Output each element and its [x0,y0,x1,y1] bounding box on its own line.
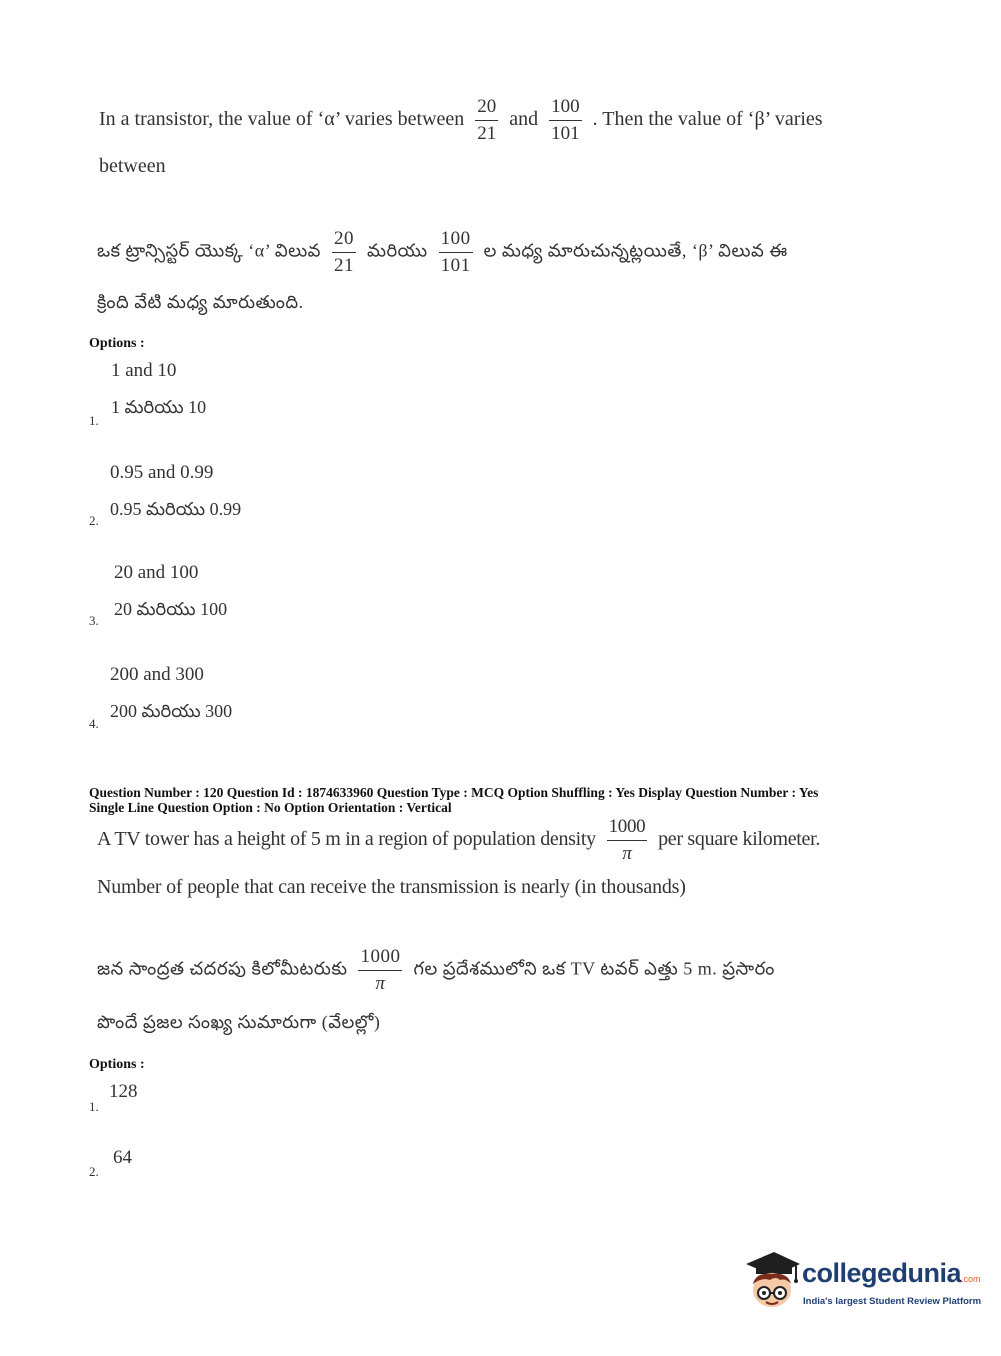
q119-english-line2: between [99,155,166,177]
logo-wordmark: collegedunia [802,1258,962,1288]
q119-option-2-number: 2. [89,513,99,528]
q120-telugu-text-pre: జన సాంద్రత చదరపు కిలోమీటరుకు [97,958,348,979]
q119-option-4-telugu: 200 మరియు 300 [110,701,233,721]
fraction-numerator: 1000 [607,816,648,841]
logo-domain-suffix: .com [961,1274,981,1284]
fraction-1000-pi-telugu [358,946,402,995]
fraction-numerator: 1000 [358,946,402,971]
fraction-numerator: 100 [549,96,582,121]
q119-options-label: Options : [89,336,145,351]
q119-option-2-english: 0.95 and 0.99 [110,462,214,483]
q119-option-2-telugu: 0.95 మరియు 0.99 [110,499,242,519]
q119-option-3-telugu: 20 మరియు 100 [114,599,228,619]
fraction-denominator: 21 [477,122,497,144]
fraction-100-101 [549,96,582,145]
fraction-denominator: 101 [440,254,471,276]
q120-english-line2: Number of people that can receive the transmission is nearly (in thousands) [97,876,686,898]
q120-english-text-post: per square kilometer. [658,827,821,850]
q119-and-word: and [509,107,539,130]
q119-english-text-pre: In a transistor, the value of ‘α’ varies between [99,107,465,130]
fraction-20-21 [475,96,498,145]
q119-telugu-text-pre: ఒక ట్రాన్సిస్టర్ యొక్క ‘α’ విలువ [97,240,321,261]
fraction-1000-pi [607,816,648,865]
q119-telugu-and: మరియు [366,240,428,261]
q120-option-1-number: 1. [89,1099,99,1114]
q120-telugu-text-post: గల ప్రదేశములోని ఒక TV టవర్ ఎత్తు 5 m. ప్రసారం [413,958,775,979]
q120-english-text-pre: A TV tower has a height of 5 m in a region of population density [97,827,596,850]
q120-telugu-line1 [97,946,775,995]
q120-meta-line1: Question Number : 120 Question Id : 1874633960 Question Type : MCQ Option Shuffling : Yes Display Question Number : Yes [89,785,819,800]
fraction-numerator: 20 [475,96,498,121]
fraction-numerator: 100 [439,228,473,253]
q119-telugu-line1 [97,228,788,277]
q119-option-4-english: 200 and 300 [110,664,204,685]
q120-option-2-number: 2. [89,1164,99,1179]
q120-options-label: Options : [89,1057,145,1072]
q119-english-line1 [99,96,823,145]
collegedunia-logo [742,1250,982,1316]
fraction-denominator: π [375,972,386,994]
q120-english-line1 [97,816,820,865]
q119-english-text-post: . Then the value of ‘β’ varies [592,107,823,130]
student-mascot-icon [742,1250,802,1312]
fraction-100-101-telugu [439,228,473,277]
q119-option-3-number: 3. [89,613,99,628]
fraction-20-21-telugu [332,228,356,277]
logo-tagline: India's largest Student Review Platform [803,1296,982,1307]
q119-option-4-number: 4. [89,716,99,731]
q119-option-1-english: 1 and 10 [111,360,177,381]
q120-meta-line2: Single Line Question Option : No Option Orientation : Vertical [89,800,452,815]
q119-option-1-number: 1. [89,413,99,428]
q120-option-1-value: 128 [109,1081,138,1102]
q119-option-1-telugu: 1 మరియు 10 [111,397,207,417]
fraction-denominator: 101 [551,122,580,144]
q119-telugu-line2: క్రింది వేటి మధ్య మారుతుంది. [97,292,304,312]
q120-telugu-line2: పొందే ప్రజల సంఖ్య సుమారుగా (వేలల్లో) [97,1012,381,1032]
fraction-denominator: 21 [333,254,354,276]
fraction-denominator: π [622,842,632,864]
fraction-numerator: 20 [332,228,356,253]
q119-telugu-text-post: ల మధ్య మారుచున్నట్లయితే, ‘β’ విలువ ఈ [483,240,788,261]
q119-option-3-english: 20 and 100 [114,562,199,583]
q120-option-2-value: 64 [113,1147,132,1168]
